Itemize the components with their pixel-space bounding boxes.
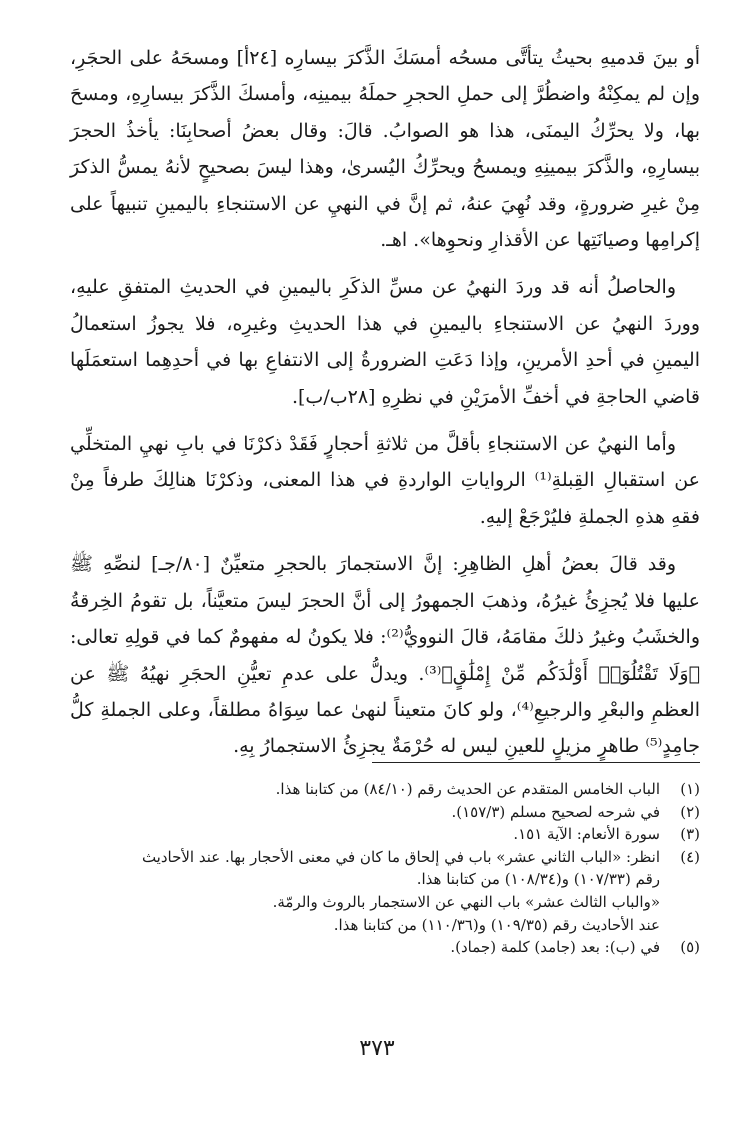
footnote-text: «والباب الثالث عشر» باب النهي عن الاستجمار بالروث والرمّة.	[272, 892, 660, 911]
paragraph-3: وأما النهيُ عن الاستنجاءِ بأقلَّ من ثلاثةِ أحجارٍ فَقَدْ ذكرْنَا في بابِ نهيِ المتخلِّي عن استقبالِ القِبلةِ⁽¹⁾ الرواياتِ الواردةِ في هذا المعنى، وذكرْنَا هنالِكَ طرفاً مِنْ فقهِ هذهِ الجملةِ فليُرْجَعْ إليهِ.	[70, 433, 701, 528]
footnote-3	[70, 823, 700, 846]
footnote-5	[70, 936, 700, 959]
footnotes	[70, 778, 700, 959]
main-text	[70, 40, 700, 776]
footnote-text: انظر: «الباب الثاني عشر» باب في إلحاق ما كان في معنى الأحجار بها. عند الأحاديث	[141, 847, 660, 866]
footnote-text: رقم (١٠٧/٣٣) و(١٠٨/٣٤) من كتابنا هذا.	[416, 870, 660, 889]
footnote-number: (٤)	[680, 847, 700, 866]
footnote-number: (١)	[680, 780, 700, 798]
footnote-1	[70, 778, 700, 801]
footnote-2	[70, 801, 700, 824]
footnote-divider	[372, 762, 700, 763]
paragraph-4: وقد قالَ بعضُ أهلِ الظاهِرِ: إنَّ الاستجمارَ بالحجرِ متعيِّنٌ [٨٠/جـ] لنصِّهِ ﷺ عليها فلا يُجزِئُ غيرُهُ، وذهبَ الجمهورُ إلى أنَّ الحجرَ ليسَ متعيَّناً، بل تقومُ الخِرقةُ والخشَبُ وغيرُ ذلكَ مقامَهُ، قالَ النوويُّ⁽²⁾: فلا يكونُ له مفهومٌ كما في قولِهِ تعالى: ﴿وَلَا تَقْتُلُوٓا۟ أَوْلَٰدَكُم مِّنْ إِمْلَٰقٍ﴾⁽³⁾. ويدلُّ على عدمِ تعيُّنِ الحجَرِ نهيُهُ ﷺ عن العظمِ والبعْرِ والرجيعِ⁽⁴⁾، ولو كانَ متعيناً لنهىٰ عما سِوَاهُ مطلقاً، وعلى الجملةِ كلُّ جامِدٍ⁽⁵⁾ طاهرٍ مزيلٍ للعينِ ليس له حُرْمَةٌ يجزِئُ الاستجمارُ بِهِ.	[70, 553, 700, 758]
footnote-text: الباب الخامس المتقدم عن الحديث رقم (٨٤/١٠) من كتابنا هذا.	[275, 780, 660, 798]
paragraph-2: والحاصلُ أنه قد وردَ النهيُ عن مسِّ الذكَرِ باليمينِ في الحديثِ المتفقِ عليهِ، ووردَ النهيُ عن الاستنجاءِ باليمينِ في هذا الحديثِ وغيرِه، فلا يجوزُ استعمالُ اليمينِ في أحدِ الأمرينِ، وإذا دَعَتِ الضرورةُ إلى الانتفاعِ بها في أحدِهِما استعمَلَها قاضي الحاجةِ في أخفِّ الأمرَيْنِ في نظرِهِ [٢٨ب/ب].	[70, 276, 700, 408]
page-number: ٣٧٣	[359, 1036, 395, 1061]
paragraph-1: أو بينَ قدميهِ بحيثُ يتأتَّى مسحُه أمسَكَ الذَّكرَ بيسارِه [٢٤أ] ومسحَهُ على الحجَرِ، وإن لم يمكِنْهُ واضطُرَّ إلى حملِ الحجرِ حملَهُ بيمينِه، وأمسكَ الذَّكرَ بيسارِهِ، ومسحَ بها، ولا يحرِّكُ اليمنَى، هذا هو الصوابُ. قالَ: وقال بعضُ أصحابِنَا: يأخذُ الحجرَ بيسارِهِ، والذَّكرَ بيمينِهِ ويمسحُ ويحرِّكُ اليُسرىٰ، وهذا ليسَ بصحيحٍ لأنهُ يمسُّ الذكرَ مِنْ غيرِ ضرورةٍ، وقد نُهِيَ عنهُ، ثم إنَّ في النهيِ عن الاستنجاءِ باليمينِ تنبيهاً على إكرامِها وصيانَتِها عن الأقذارِ ونحوِها». اهـ.	[70, 47, 700, 252]
footnote-number: (٢)	[680, 802, 700, 821]
footnote-number: (٥)	[680, 938, 700, 957]
footnote-text: سورة الأنعام: الآية ١٥١.	[513, 825, 660, 844]
footnote-text: عند الأحاديث رقم (١٠٩/٣٥) و(١١٠/٣٦) من كتابنا هذا.	[333, 915, 660, 934]
footnote-number: (٣)	[680, 825, 700, 844]
footnote-text: في (ب): بعد (جامد) كلمة (جماد).	[450, 938, 660, 957]
footnote-text: في شرحه لصحيح مسلم (١٥٧/٣).	[451, 802, 660, 821]
footnote-4	[70, 846, 700, 936]
